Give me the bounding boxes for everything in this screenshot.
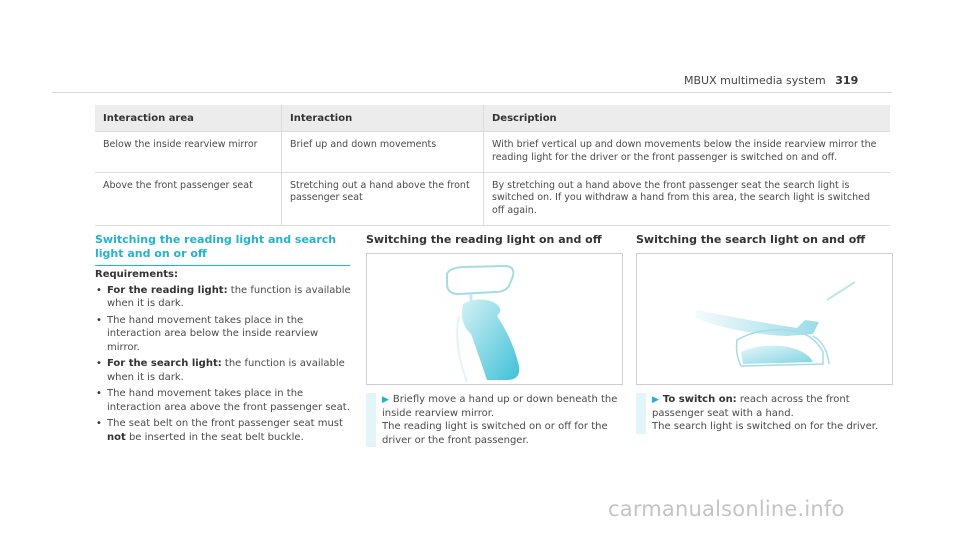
reading-light-illustration: [366, 253, 623, 385]
search-light-illustration: [636, 253, 893, 385]
list-item-bold: not: [107, 431, 126, 443]
reading-light-title: Switching the reading light on and off: [366, 233, 602, 246]
arrow-right-icon: ▶: [382, 395, 389, 405]
requirements-heading: Requirements:: [95, 269, 178, 280]
table-header-cell: Interaction: [282, 105, 484, 132]
table-row: [95, 132, 890, 173]
list-item-text: the function is available when it is dark.: [107, 358, 345, 383]
watermark: carmanualsonline.info: [608, 497, 845, 521]
list-item-text: The seat belt on the front passenger seat must: [107, 418, 343, 429]
list-item: [95, 314, 353, 355]
table-cell: By stretching out a hand above the front passenger seat the search light is switched on. If you withdraw a hand from this area, the search light is switched off again.: [484, 172, 891, 225]
list-item: [95, 387, 353, 414]
section-title: Switching the reading light and search light and on or off: [95, 233, 350, 266]
list-item-bold: For the reading light:: [107, 284, 228, 296]
instruction-text: Briefly move a hand up or down beneath the inside rearview mirror.: [382, 394, 618, 419]
page-header: [684, 74, 858, 87]
header-title: MBUX multimedia system: [684, 74, 826, 87]
list-item: [95, 417, 353, 444]
table-row: [95, 172, 890, 225]
search-light-gesture-icon: [637, 254, 892, 384]
list-item-text: The hand movement takes place in the interaction area below the inside rearview mirror.: [107, 314, 319, 353]
list-item-text: be inserted in the seat belt buckle.: [125, 431, 304, 443]
table-header-cell: Description: [484, 105, 891, 132]
search-light-title: Switching the search light on and off: [636, 233, 866, 246]
page-number: 319: [835, 74, 859, 87]
list-item-text: the function is available when it is dark.: [107, 284, 351, 309]
table-cell: With brief vertical up and down movements below the inside rearview mirror the reading light for the driver or the front passenger is switched on and off.: [484, 132, 891, 173]
header-rule: [52, 92, 892, 93]
list-item: [95, 357, 353, 384]
table-cell: Above the front passenger seat: [95, 172, 282, 225]
instruction-bold: To switch on:: [662, 394, 737, 405]
requirements-list: [95, 284, 353, 445]
table-cell: Below the inside rearview mirror: [95, 132, 282, 173]
arrow-right-icon: ▶: [652, 395, 659, 405]
reading-light-gesture-icon: [367, 254, 622, 384]
result-text: The reading light is switched on or off for the driver or the front passenger.: [382, 421, 608, 446]
list-item-text: The hand movement takes place in the interaction area above the front passenger seat.: [107, 388, 350, 413]
table-header-cell: Interaction area: [95, 105, 282, 132]
instruction-text: reach across the front passenger seat with a hand.: [652, 394, 850, 419]
list-item: [95, 284, 353, 311]
table-cell: Brief up and down movements: [282, 132, 484, 173]
result-text: The search light is switched on for the driver.: [652, 421, 879, 432]
reading-light-instruction: [366, 393, 632, 447]
search-light-instruction: [636, 393, 902, 434]
interaction-table: [95, 105, 890, 226]
table-header-row: [95, 105, 890, 132]
table-cell: Stretching out a hand above the front passenger seat: [282, 172, 484, 225]
requirements-block: [95, 268, 353, 447]
list-item-bold: For the search light:: [107, 358, 222, 369]
